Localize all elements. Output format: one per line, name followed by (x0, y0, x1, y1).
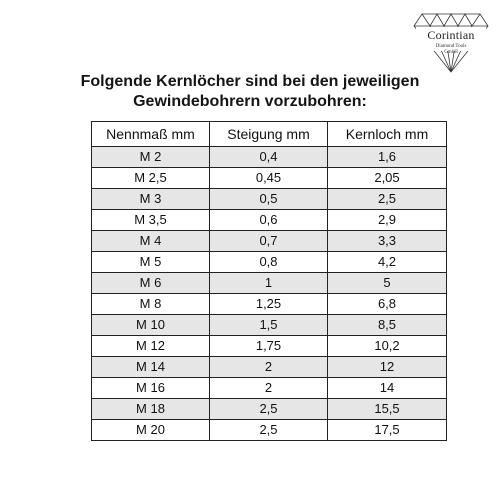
table-row (92, 399, 447, 420)
cell-pitch: 1,5 (210, 315, 328, 336)
table-row (92, 420, 447, 441)
table-row (92, 231, 447, 252)
cell-pitch: 2 (210, 378, 328, 399)
cell-pitch: 1,25 (210, 294, 328, 315)
cell-core-hole: 4,2 (328, 252, 447, 273)
table-row (92, 357, 447, 378)
cell-core-hole: 1,6 (328, 147, 447, 168)
heading-line-1: Folgende Kernlöcher sind bei den jeweiligen (80, 73, 420, 90)
column-header-core-hole: Kernloch mm (328, 122, 447, 147)
cell-nominal-size: M 12 (92, 336, 210, 357)
cell-core-hole: 8,5 (328, 315, 447, 336)
cell-pitch: 0,8 (210, 252, 328, 273)
cell-nominal-size: M 6 (92, 273, 210, 294)
cell-nominal-size: M 16 (92, 378, 210, 399)
table-row (92, 294, 447, 315)
cell-nominal-size: M 18 (92, 399, 210, 420)
cell-pitch: 0,7 (210, 231, 328, 252)
cell-nominal-size: M 2 (92, 147, 210, 168)
table-header-row (92, 122, 447, 147)
column-header-pitch: Steigung mm (210, 122, 328, 147)
cell-core-hole: 17,5 (328, 420, 447, 441)
cell-pitch: 0,5 (210, 189, 328, 210)
cell-pitch: 0,4 (210, 147, 328, 168)
cell-pitch: 0,45 (210, 168, 328, 189)
cell-nominal-size: M 5 (92, 252, 210, 273)
cell-pitch: 1,75 (210, 336, 328, 357)
cell-pitch: 2,5 (210, 399, 328, 420)
column-header-nominal: Nennmaß mm (92, 122, 210, 147)
table-row (92, 147, 447, 168)
company-logo (408, 6, 494, 78)
cell-core-hole: 5 (328, 273, 447, 294)
cell-nominal-size: M 8 (92, 294, 210, 315)
cell-nominal-size: M 3 (92, 189, 210, 210)
cell-core-hole: 2,5 (328, 189, 447, 210)
cell-pitch: 0,6 (210, 210, 328, 231)
logo-subline-2: GmbH (444, 50, 458, 55)
cell-core-hole: 12 (328, 357, 447, 378)
table-row (92, 315, 447, 336)
cell-core-hole: 2,9 (328, 210, 447, 231)
cell-pitch: 2,5 (210, 420, 328, 441)
heading-line-2: Gewindebohrern vorzubohren: (133, 93, 367, 110)
cell-core-hole: 6,8 (328, 294, 447, 315)
page-heading (0, 72, 500, 112)
cell-core-hole: 3,3 (328, 231, 447, 252)
thread-drill-table (91, 121, 447, 441)
cell-nominal-size: M 14 (92, 357, 210, 378)
logo-subline (408, 44, 494, 56)
table-row (92, 252, 447, 273)
table-row (92, 273, 447, 294)
cell-nominal-size: M 3,5 (92, 210, 210, 231)
table-body (92, 147, 447, 441)
table-row (92, 378, 447, 399)
cell-core-hole: 10,2 (328, 336, 447, 357)
cell-pitch: 2 (210, 357, 328, 378)
table-row (92, 189, 447, 210)
cell-nominal-size: M 20 (92, 420, 210, 441)
table-row (92, 168, 447, 189)
cell-nominal-size: M 4 (92, 231, 210, 252)
table-row (92, 210, 447, 231)
cell-nominal-size: M 10 (92, 315, 210, 336)
cell-core-hole: 14 (328, 378, 447, 399)
cell-pitch: 1 (210, 273, 328, 294)
table-row (92, 336, 447, 357)
cell-core-hole: 15,5 (328, 399, 447, 420)
logo-name: Corintian (427, 28, 475, 42)
cell-nominal-size: M 2,5 (92, 168, 210, 189)
cell-core-hole: 2,05 (328, 168, 447, 189)
logo-subline-1: Diamond Tools (435, 44, 467, 49)
